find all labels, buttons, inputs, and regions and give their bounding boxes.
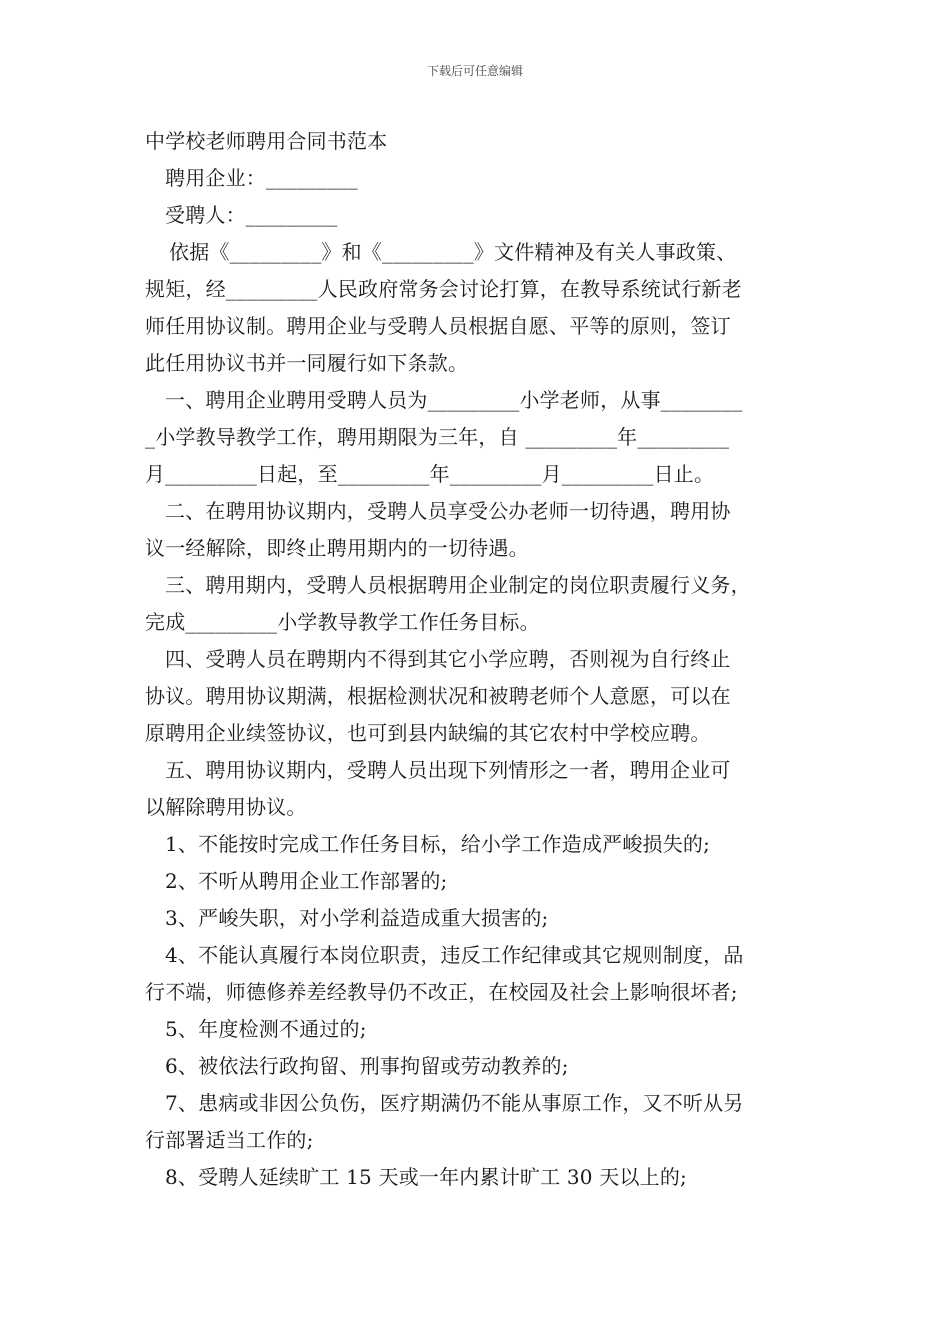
document-line: 聘用企业：_________: [165, 166, 358, 190]
document-lines: [145, 160, 810, 1196]
document-line: 以解除聘用协议。: [145, 795, 307, 819]
document-line: 6、被依法行政拘留、刑事拘留或劳动教养的;: [165, 1054, 569, 1078]
document-line: 依据《_________》和《_________》文件精神及有关人事政策、: [169, 240, 737, 264]
document-line: 此任用协议书并一同履行如下条款。: [145, 351, 469, 375]
document-line: 5、年度检测不通过的;: [165, 1017, 367, 1041]
document-line: 规矩，经_________人民政府常务会讨论打算，在教导系统试行新老: [145, 277, 742, 301]
document-line: _小学教导教学工作，聘用期限为三年，自 _________年_________: [145, 425, 730, 449]
document-line: 完成_________小学教导教学工作任务目标。: [145, 610, 540, 634]
document-line: 一、聘用企业聘用受聘人员为_________小学老师，从事________: [165, 388, 743, 412]
document-line: 师任用协议制。聘用企业与受聘人员根据自愿、平等的原则，签订: [145, 314, 731, 338]
document-body: [145, 123, 810, 1196]
document-title: 中学校老师聘用合同书范本: [145, 129, 388, 153]
page-header: 下载后可任意编辑: [426, 64, 523, 78]
document-line: 议一经解除，即终止聘用期内的一切待遇。: [145, 536, 529, 560]
document-line: 1、不能按时完成工作任务目标，给小学工作造成严峻损失的;: [165, 832, 711, 856]
document-line: 四、受聘人员在聘期内不得到其它小学应聘，否则视为自行终止: [165, 647, 731, 671]
document-line: 五、聘用协议期内，受聘人员出现下列情形之一者，聘用企业可: [165, 758, 731, 782]
document-line: 协议。聘用协议期满，根据检测状况和被聘老师个人意愿，可以在: [145, 684, 731, 708]
document-line: 原聘用企业续签协议，也可到县内缺编的其它农村中学校应聘。: [145, 721, 711, 745]
document-line: 2、不听从聘用企业工作部署的;: [165, 869, 448, 893]
document-line: 7、患病或非因公负伤，医疗期满仍不能从事原工作，又不听从另: [165, 1091, 744, 1115]
document-line: 三、聘用期内，受聘人员根据聘用企业制定的岗位职责履行义务，: [165, 573, 751, 597]
document-line: 二、在聘用协议期内，受聘人员享受公办老师一切待遇，聘用协: [165, 499, 731, 523]
document-line: 月_________日起，至_________年_________月_________日止。: [145, 462, 715, 486]
document-line: 行不端，师德修养差经教导仍不改正，在校园及社会上影响很坏者;: [145, 980, 738, 1004]
document-line: 受聘人：_________: [165, 203, 338, 227]
document-line: 3、严峻失职，对小学利益造成重大损害的;: [165, 906, 549, 930]
document-line: 行部署适当工作的;: [145, 1128, 314, 1152]
document-line: 4、不能认真履行本岗位职责，违反工作纪律或其它规则制度，品: [165, 943, 744, 967]
document-line: 8、受聘人延续旷工 15 天或一年内累计旷工 30 天以上的;: [165, 1165, 687, 1189]
